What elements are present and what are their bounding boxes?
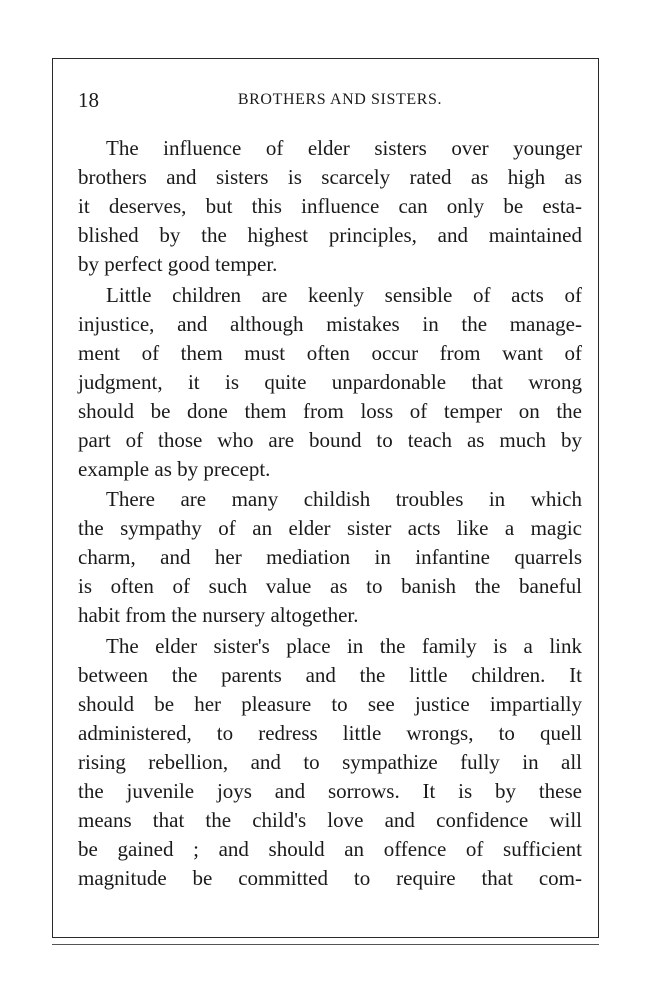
text-line: it deserves, but this influence can only be esta- [78,194,582,218]
text-line: There are many childish troubles in which [106,487,582,511]
text-line: brothers and sisters is scarcely rated as high as [78,165,582,189]
text-line: blished by the highest principles, and maintained [78,223,582,247]
running-title: BROTHERS AND SISTERS. [237,91,443,108]
text-line: Little children are keenly sensible of acts of [106,282,582,307]
text-line: should be done them from loss of temper on the [78,398,582,423]
body-text [78,134,582,894]
paragraph-1 [78,134,582,279]
text-line: The influence of elder sisters over younger [106,136,582,160]
paragraph-3 [78,485,582,630]
text-line: injustice, and although mistakes in the manage- [78,311,582,336]
bottom-rule [52,944,599,945]
text-line: the juvenile joys and sorrows. It is by these [78,778,582,803]
text-line: ment of them must often occur from want of [78,340,582,365]
text-line: example as by precept. [78,456,271,481]
page-number: 18 [78,88,99,112]
text-line: habit from the nursery altogether. [78,603,359,627]
text-line: administered, to redress little wrongs, to quell [78,720,582,745]
text-line: between the parents and the little children. It [78,662,582,687]
text-line: charm, and her mediation in infantine quarrels [78,545,582,569]
paragraph-2 [78,281,582,484]
text-line: be gained ; and should an offence of sufficient [78,836,582,861]
text-line: the sympathy of an elder sister acts like a magic [78,516,582,540]
text-line: is often of such value as to banish the baneful [78,574,582,598]
text-line: The elder sister's place in the family is a link [106,633,582,658]
text-line: means that the child's love and confidence will [78,807,582,832]
running-head [78,86,582,114]
text-line: magnitude be committed to require that com- [78,865,582,890]
paragraph-4 [78,632,582,893]
text-line: rising rebellion, and to sympathize fully in all [78,749,582,774]
text-line: judgment, it is quite unpardonable that wrong [78,369,582,394]
text-line: part of those who are bound to teach as much by [78,427,582,452]
text-line: should be her pleasure to see justice impartially [78,691,582,716]
text-line: by perfect good temper. [78,252,278,276]
